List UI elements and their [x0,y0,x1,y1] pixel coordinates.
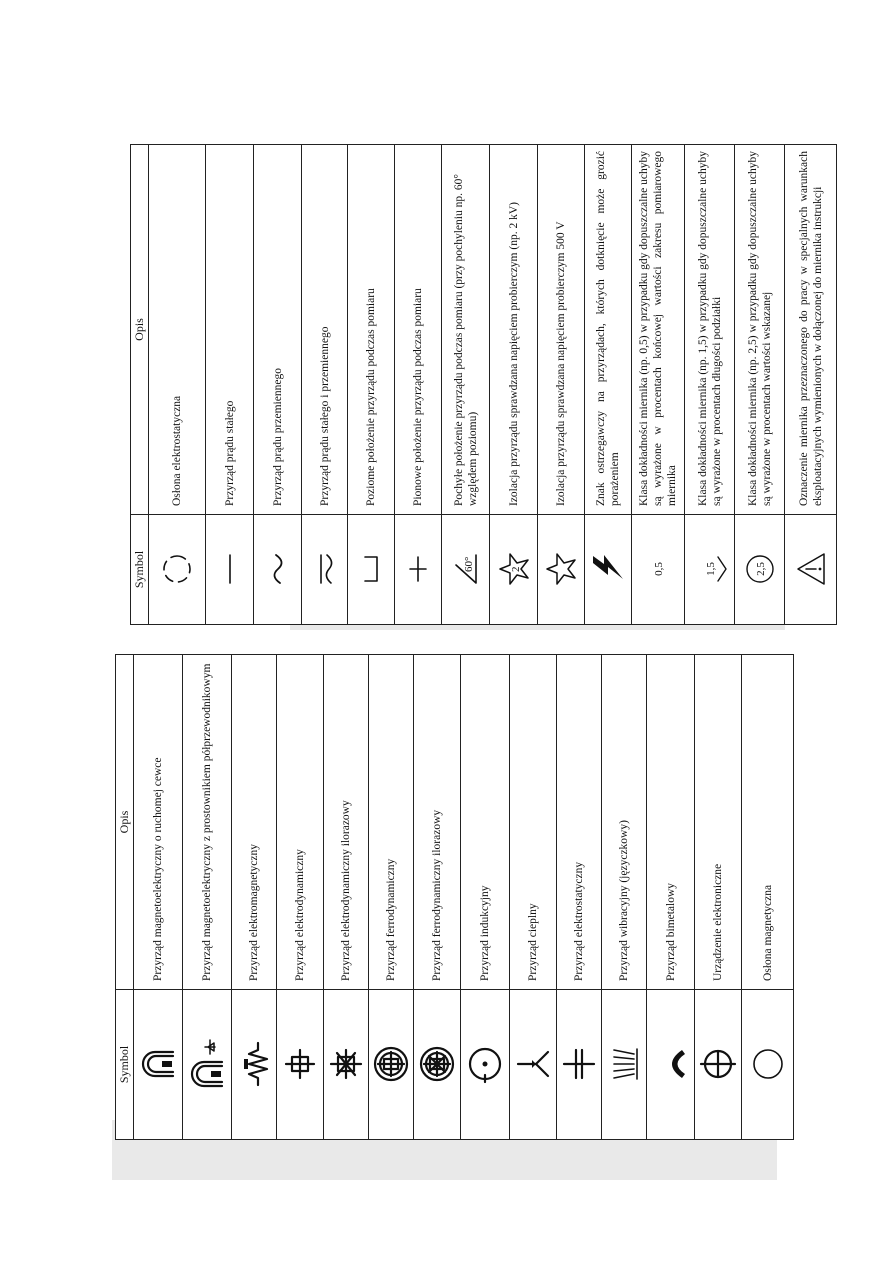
thermal-icon [514,1045,552,1085]
right-row-description: Przyrząd prądu stałego [206,145,254,515]
left-row-description: Przyrząd magnetoelektryczny o ruchomej cewce [134,655,183,990]
left-row-description: Przyrząd elektromagnetyczny [232,655,277,990]
electrostatic-icon [561,1045,597,1085]
magnetoelectric-rectifier-icon [188,1037,226,1093]
left-row-description: Przyrząd bimetalowy [647,655,695,990]
left-row-description: Przyrząd wibracyjny (języczkowy) [602,655,647,990]
right-row-description: Klasa dokładności miernika (np. 2,5) w przypadku gdy dopuszczalne uchyby są wyrażone w procentach wartości wskazanej [735,145,785,515]
right-row-description: Przyrząd prądu przemiennego [254,145,302,515]
inclined-position-label: 60° [462,557,475,573]
accuracy-class-full-scale-icon [640,550,676,590]
left-row-description: Przyrząd elektrodynamiczny [277,655,324,990]
accuracy-class-reading-icon [742,550,778,590]
electrostatic-shield-icon [158,550,196,590]
accuracy-class-scale-length-icon [692,550,728,590]
right-row-description: Poziome położenie przyrządu podczas pomiaru [348,145,395,515]
test-voltage-star-icon [496,550,532,590]
right-row-description: Izolacja przyrządu sprawdzana napięciem probierczym (np. 2 kV) [490,145,538,515]
right-row-description: Pochyłe położenie przyrządu podczas pomiaru (przy pochyleniu np. 60° względem poziomu) [442,145,490,515]
left-row-description: Przyrząd magnetoelektryczny z prostownikiem półprzewodnikowym [183,655,232,990]
left-row-description: Przyrząd indukcyjny [461,655,510,990]
electromagnetic-icon [236,1041,272,1089]
left-header-symbol: Symbol [116,990,134,1140]
right-row-description: Klasa dokładności miernika (np. 0,5) w przypadku gdy dopuszczalne uchyby są wyrażone w procentach końcowej wartości zakresu pomiarowego miernika [632,145,685,515]
magnetic-shield-icon [749,1045,787,1085]
test-voltage-star-label: 2 [509,567,522,573]
right-row-description: Pionowe położenie przyrządu podczas pomiaru [395,145,442,515]
left-row-description: Przyrząd ferrodynamiczny [369,655,414,990]
high-voltage-warning-icon [590,550,626,590]
accuracy-class-reading-label: 2,5 [754,562,767,577]
accuracy-class-full-scale-label: 0,5 [653,562,665,577]
right-row-description: Przyrząd prądu stałego i przemiennego [302,145,348,515]
right-row-description: Izolacja przyrządu sprawdzana napięciem probierczym 500 V [538,145,585,515]
warning-triangle-icon [793,550,829,590]
left-symbol-table [115,654,794,1140]
test-voltage-500-icon [543,550,579,590]
right-header-description: Opis [131,145,149,515]
induction-icon [466,1045,504,1085]
left-row-description: Przyrząd cieplny [510,655,557,990]
left-row-description: Urządzenie elektroniczne [695,655,742,990]
right-row-description: Klasa dokładności miernika (np. 1,5) w przypadku gdy dopuszczalne uchyby są wyrażone w procentach długości podziałki [685,145,735,515]
right-header-symbol: Symbol [131,515,149,625]
vibration-icon [606,1045,642,1085]
left-row-description: Przyrząd elektrodynamiczny ilorazowy [324,655,369,990]
direct-current-icon [212,550,248,590]
right-symbol-table [130,144,837,625]
vertical-position-icon [400,550,436,590]
left-row-description: Przyrząd elektrostatyczny [557,655,602,990]
left-row-description: Przyrząd ferrodynamiczny ilorazowy [414,655,461,990]
moving-coil-magnetoelectric-icon [139,1045,177,1085]
bimetallic-icon [652,1045,690,1085]
electrodynamic-icon [282,1045,318,1085]
right-row-description: Osłona elektrostatyczna [149,145,206,515]
dc-ac-icon [307,550,343,590]
inclined-position-icon [448,550,484,590]
left-header-description: Opis [116,655,134,990]
horizontal-position-icon [353,550,389,590]
right-row-description: Znak ostrzegawczy na przyrządach, których dotknięcie może grozić porażeniem [585,145,632,515]
accuracy-class-scale-length-label: 1,5 [704,562,717,577]
ferrodynamic-ratio-icon [418,1045,456,1085]
right-row-description: Oznaczenie miernika przeznaczonego do pracy w specjalnych warunkach eksploatacyjnych wymienionych w dołączonej do miernika instrukcji [785,145,837,515]
left-row-description: Osłona magnetyczna [742,655,794,990]
electronic-device-icon [699,1045,737,1085]
ferrodynamic-icon [372,1045,410,1085]
electrodynamic-ratio-icon [328,1045,364,1085]
alternating-current-icon [260,550,296,590]
